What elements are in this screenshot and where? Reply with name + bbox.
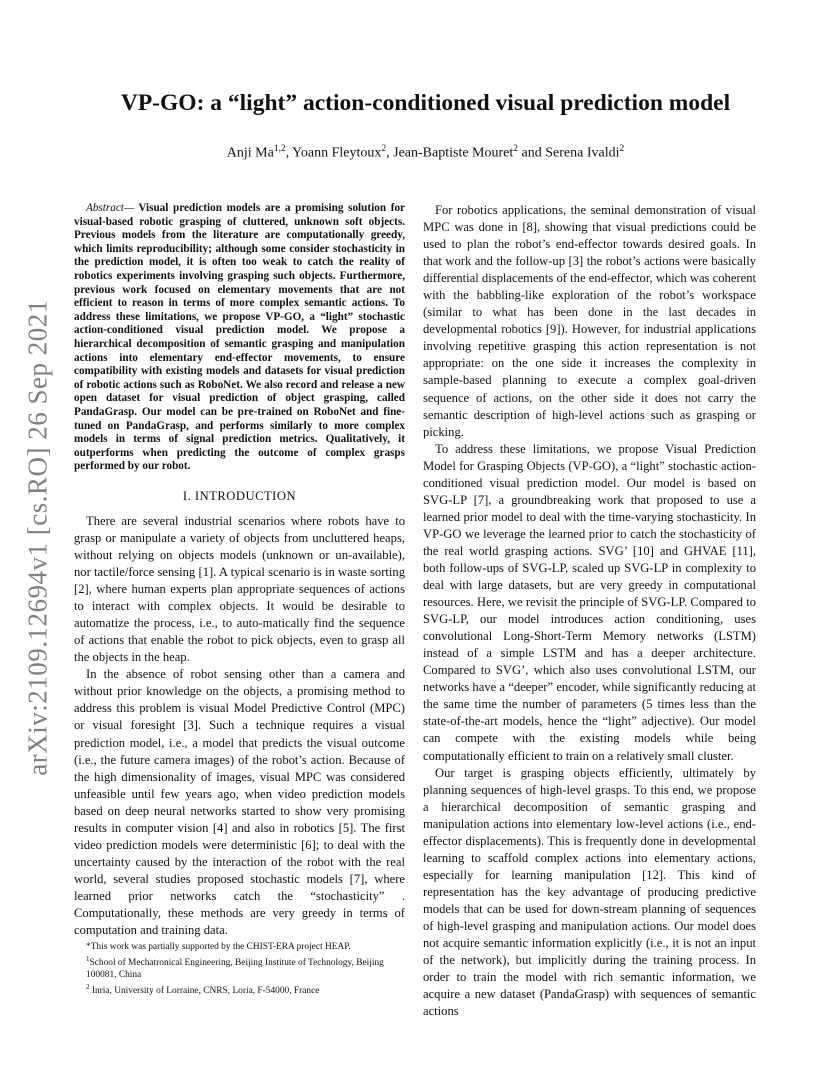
body-paragraph: In the absence of robot sensing other than a camera and without prior knowledge on the objects, a promising method to address this problem is visual Model Predictive Control (MPC) or visual foresight [3]. Such a technique requires a visual prediction model, i.e., a model that predicts the visual outcome (i.e., the future camera images) of the robot’s action. Because of the high dimensionality of images, visual MPC was considered unfeasible until few years ago, when video prediction models based on deep neural networks started to show very promising results in computer vision [4] and also in robotics [5]. The first video prediction models were deterministic [6]; to deal with the uncertainty caused by the interaction of the robot with the real world, several studies proposed stochastic models [7], where learned prior networks catch the “stochasticity” . Computationally, these methods are very greedy in terms of computation and training data. [74,667,405,938]
abstract-text: Visual prediction models are a promising solution for visual-based robotic grasping of cluttered, unknown soft objects. Previous models from the literature are computationally greedy, which limits reproducibility; although some consider stochasticity in the prediction model, it is often too weak to catch the reality of robotics experiments involving grasping such objects. Furthermore, previous work focused on elementary movements that are not efficient to reason in terms of more complex semantic actions. To address these limitations, we propose VP-GO, a “light” stochastic action-conditioned visual prediction model. We propose a hierarchical decomposition of semantic grasping and manipulation actions into elementary end-effector movements, to ensure compatibility with existing models and datasets for visual prediction of robotic actions such as RoboNet. We also record and release a new open dataset for visual prediction of object grasping, called PandaGrasp. Our model can be pre-trained on RoboNet and fine-tuned on PandaGrasp, and performs similarly to more complex models in terms of signal prediction metrics. Qualitatively, it outperforms when predicting the outcome of complex grasps performed by our robot. [74,202,405,473]
author-separator: , [386,145,394,161]
author-separator: and [518,145,546,161]
paper-title: VP-GO: a “light” action-conditioned visual prediction model [120,90,731,116]
author-affiliation-mark: 2 [513,144,519,154]
footnote-affiliation-1 [74,953,405,981]
body-paragraph: For robotics applications, the seminal demonstration of visual MPC was done in [8], showing that visual predictions could be used to plan the robot’s end-effector towards desired goals. In that work and the follow-up [3] the robot’s actions were basically differential displacements of the end-effector, which was coherent with the babbling-like exploration of the robot’s workspace (similar to what has been done in the last decades in developmental robotics [9]). However, for industrial applications involving repetitive grasping this action representation is not appropriate: on the one side it increases the complexity in sample-based planning to execute a complex goal-driven sequence of actions, on the other side it does not carry the semantic description of high-level actions such as grasping or picking. [423,203,756,439]
author-affiliation-mark: 1,2 [273,144,286,154]
arxiv-side-identifier [18,287,58,787]
body-paragraph: To address these limitations, we propose Visual Prediction Model for Grasping Objects (VP-GO), a “light” stochastic action-conditioned visual prediction model. Our model is based on SVG-LP [7], a groundbreaking work that proposed to use a learned prior model to deal with the time-varying stochasticity. In VP-GO we leverage the learned prior to catch the stochasticity of the real world grasping actions. SVG’ [10] and GHVAE [11], both follow-ups of SVG-LP, scaled up SVG-LP in complexity to deal with large datasets, but are very greedy in computational resources. Here, we revisit the principle of SVG-LP. Compared to SVG-LP, our model introduces action conditioning, uses convolutional Long-Short-Term Memory networks (LSTM) instead of a simple LSTM and has a deeper architecture. Compared to SVG’, which also uses convolutional LSTM, our networks have a “deeper” encoder, while significantly reducing at the same time the number of parameters (5 times less than the state-of-the-art models, hence the “light” adjective). Our model can compete with the existing models while being computationally efficient to train on a relatively small cluster. [423,441,756,763]
abstract [74,202,405,474]
right-column [423,202,756,1020]
author-list [73,144,778,162]
footnote-mark: 2 [86,983,90,992]
footnote-funding: *This work was partially supported by the CHIST-ERA project HEAP. [86,942,351,952]
footnote-affiliation-2 [74,981,405,997]
abstract-lead: Abstract— [86,202,134,214]
author-name: Jean-Baptiste Mouret [393,145,514,161]
left-column [74,202,405,939]
footnote-text: Inria, University of Lorraine, CNRS, Loria, F-54000, France [89,986,320,997]
section-heading-introduction: I. INTRODUCTION [182,488,297,503]
body-paragraph: There are several industrial scenarios where robots have to grasp or manipulate a variety of objects from uncluttered heaps, without relying on objects models (unknown or un-available), nor tactile/force sensing [1]. A typical scenario is in waste sorting [2], where human experts plan appropriate sequences of actions to interact with complex objects. It would be desirable to automatize the process, i.e., to auto-matically find the sequence of actions that enable the robot to pick objects, even to grasp all the objects in the heap. [74,513,405,665]
footnotes [74,941,405,997]
arxiv-identifier-text: arXiv:2109.12694v1 [cs.RO] 26 Sep 2021 [22,298,53,776]
author-name: Anji Ma [226,145,274,161]
author-name: Serena Ivaldi [545,145,620,161]
body-paragraph: Our target is grasping objects efficiently, ultimately by planning sequences of high-level grasps. To this end, we propose a hierarchical decomposition of semantic grasping and manipulation actions into elementary low-level actions (i.e., end-effector displacements). This is frequently done in developmental learning to scaffold complex actions into elementary actions, especially for learning manipulation [12]. This kind of representation has the key advantage of producing predictive models that can be used for down-stream planning of sequences of high-level grasping and manipulation actions. Our model does not acquire semantic information explicitly (i.e., it is not an input of the network), but implicitly during the training process. In order to train the model with rich semantic information, we acquire a new dataset (PandaGrasp) with sequences of semantic actions [423,765,756,1019]
author-affiliation-mark: 2 [619,144,625,154]
footnote-text: School of Mechatronical Engineering, Beijing Institute of Technology, Beijing 100081, China [86,958,384,981]
author-separator: , [285,145,293,161]
author-name: Yoann Fleytoux [292,145,382,161]
author-affiliation-mark: 2 [381,144,387,154]
footnote-mark: 1 [86,955,90,963]
